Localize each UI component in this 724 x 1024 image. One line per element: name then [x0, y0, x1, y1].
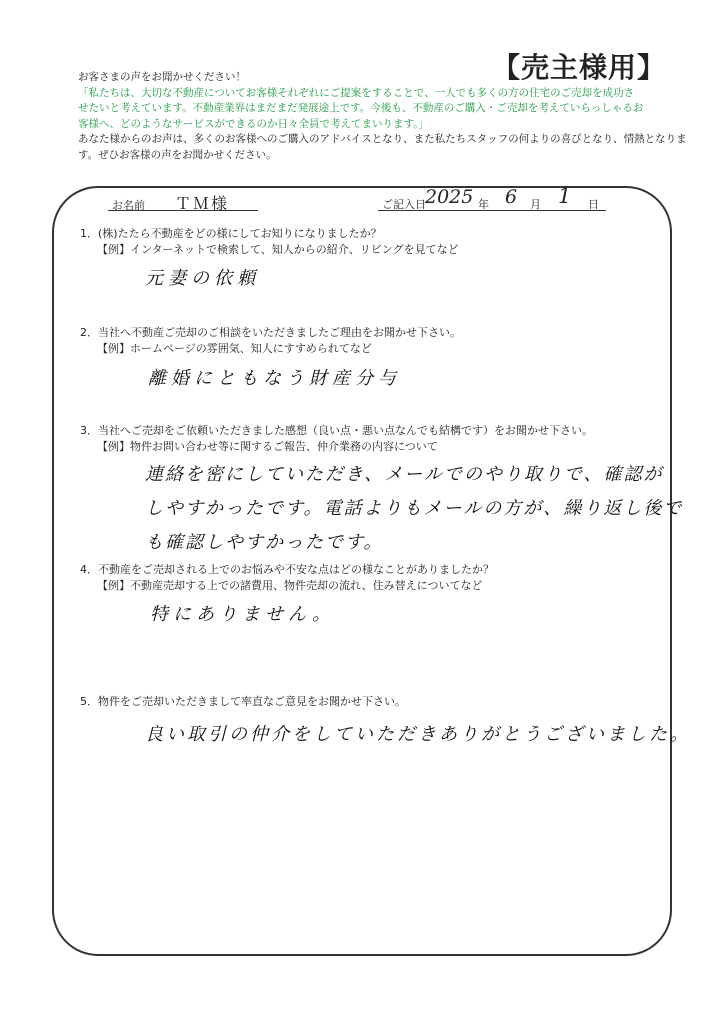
date-month-unit: 月 [530, 198, 541, 211]
question-example: 【例】ホームページの雰囲気、知人にすすめられてなど [97, 342, 372, 355]
question-5 [80, 694, 406, 710]
question-text: 4．不動産をご売却される上でのお悩みや不安な点はどの様なことがありましたか？ [80, 563, 494, 576]
intro-message-line: 「私たちは、大切な不動産についてお客様それぞれにご提案をすることで、一人でも多くの方の住宅のご売却を成功さ [78, 86, 635, 99]
answer-2 [148, 362, 401, 396]
date-month-value: 6 [505, 186, 518, 208]
answer-line: しやすかったです。電話よりもメールの方が、繰り返し後で [145, 498, 684, 519]
date-day-unit: 日 [588, 198, 599, 211]
intro-heading: お客さまの声をお聞かせください！ [78, 71, 246, 83]
date-label: ご記入日 [382, 198, 426, 211]
date-year-value: 2025 [425, 186, 474, 208]
answer-line: 良い取引の仲介をしていただきありがとうございました。 [145, 724, 691, 745]
question-text: 1．(株)たたら不動産をどの様にしてお知りになりましたか？ [80, 227, 382, 240]
answer-line: も確認しやすかったです。 [145, 532, 384, 553]
date-year-unit: 年 [478, 198, 489, 211]
question-example: 【例】物件お問い合わせ等に関するご報告、仲介業務の内容について [97, 440, 438, 453]
name-underline [108, 210, 258, 211]
question-2 [80, 325, 461, 357]
question-1 [80, 226, 459, 258]
question-4 [80, 562, 494, 594]
question-text: 5．物件をご売却いただきまして率直なご意見をお聞かせ下さい。 [80, 695, 406, 708]
answer-4 [150, 598, 335, 632]
intro-closing-line: あなた様からのお声は、多くのお客様へのご購入のアドバイスとなり、また私たちスタッフの何よりの喜びとなり、情熱となりま [78, 133, 687, 145]
sellers-form-badge: 【売主様用】 [492, 51, 667, 84]
answer-line: 連絡を密にしていただき、メールでのやり取りで、確認が [145, 464, 664, 485]
intro-closing-line: す。ぜひお客様の声をお聞かせください。 [78, 148, 277, 161]
date-underline [378, 210, 606, 211]
question-example: 【例】不動産売却する上での諸費用、物件売却の流れ、住み替えについてなど [97, 579, 483, 592]
intro-text [78, 70, 688, 163]
question-example: 【例】インターネットで検索して、知人からの紹介、リビングを見てなど [97, 243, 459, 256]
name-value: ＴＭ様 [175, 194, 230, 213]
answer-3 [145, 458, 683, 560]
intro-message-line: せたいと考えています。不動産業界はまだまだ発展途上です。今後も、不動産のご購入・ご売却を考えていらっしゃるお [78, 102, 644, 114]
answer-line: 離婚にともなう財産分与 [148, 368, 401, 389]
answer-5 [145, 718, 691, 752]
question-text: 3．当社へご売却をご依頼いただきました感想（良い点・悪い点なんでも結構です）をお聞かせ下さい。 [80, 424, 593, 437]
question-text: 2．当社へ不動産ご売却のご相談をいただきましたご理由をお聞かせ下さい。 [80, 326, 461, 339]
name-label: お名前 [112, 199, 145, 212]
answer-line: 元妻の依頼 [145, 268, 260, 289]
date-day-value: 1 [558, 184, 572, 208]
intro-message-line: 客様へ、どのようなサービスができるのか日々全員で考えてまいります。」 [78, 117, 429, 130]
question-3 [80, 423, 593, 455]
answer-1 [145, 262, 260, 296]
answer-line: 特にありません。 [150, 604, 336, 625]
